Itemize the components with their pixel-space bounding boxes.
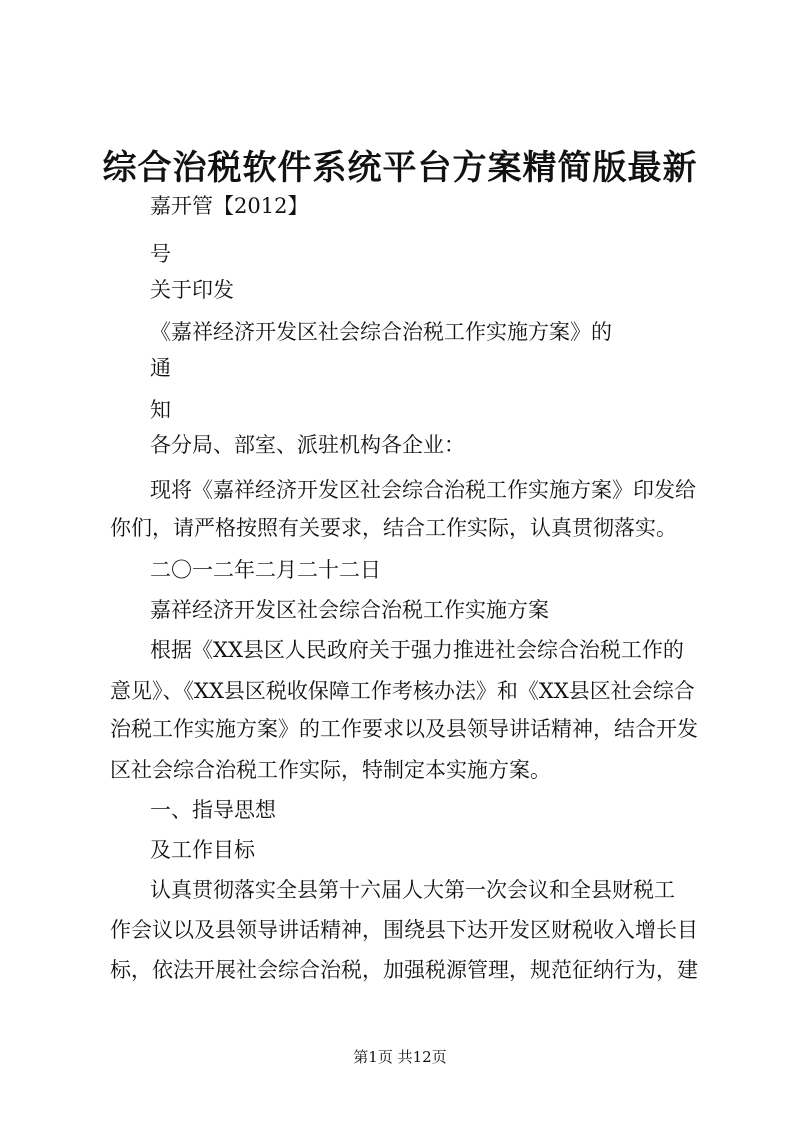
section-heading: 一、指导思想 (150, 798, 276, 822)
body-paragraph-line: 治税工作实施方案》的工作要求以及县领导讲话精神，结合开发 (110, 717, 698, 741)
body-paragraph-line: 标，依法开展社会综合治税，加强税源管理，规范征纳行为，建 (110, 958, 698, 982)
body-paragraph-line: 现将《嘉祥经济开发区社会综合治税工作实施方案》印发给 (150, 478, 696, 502)
doc-number-suffix: 号 (150, 242, 171, 266)
body-paragraph-line: 作会议以及县领导讲话精神，围绕县下达开发区财税收入增长目 (110, 918, 698, 942)
document-title: 综合治税软件系统平台方案精简版最新 (102, 148, 698, 188)
page-number-footer: 第1页 共12页 (353, 1048, 447, 1066)
notice-word-1: 通 (150, 356, 171, 380)
plan-title: 嘉祥经济开发区社会综合治税工作实施方案 (150, 598, 549, 622)
notice-word-2: 知 (150, 398, 171, 422)
body-paragraph-line: 认真贯彻落实全县第十六届人大第一次会议和全县财税工 (150, 878, 675, 902)
notice-subject-title: 《嘉祥经济开发区社会综合治税工作实施方案》的 (150, 320, 612, 344)
body-paragraph-line: 意见》、《XX县区税收保障工作考核办法》和《XX县区社会综合 (110, 679, 695, 703)
body-paragraph-line: 根据《XX县区人民政府关于强力推进社会综合治税工作的 (150, 638, 684, 662)
doc-number-line: 嘉开管【2012】 (150, 194, 309, 218)
body-paragraph-line: 区社会综合治税工作实际，特制定本实施方案。 (110, 758, 551, 782)
recipients-line: 各分局、部室、派驻机构各企业： (150, 433, 465, 457)
date-line: 二〇一二年二月二十二日 (150, 558, 381, 582)
body-paragraph-line: 你们，请严格按照有关要求，结合工作实际，认真贯彻落实。 (110, 516, 677, 540)
section-heading-cont: 及工作目标 (150, 838, 255, 862)
notice-subject-line: 关于印发 (150, 278, 234, 302)
